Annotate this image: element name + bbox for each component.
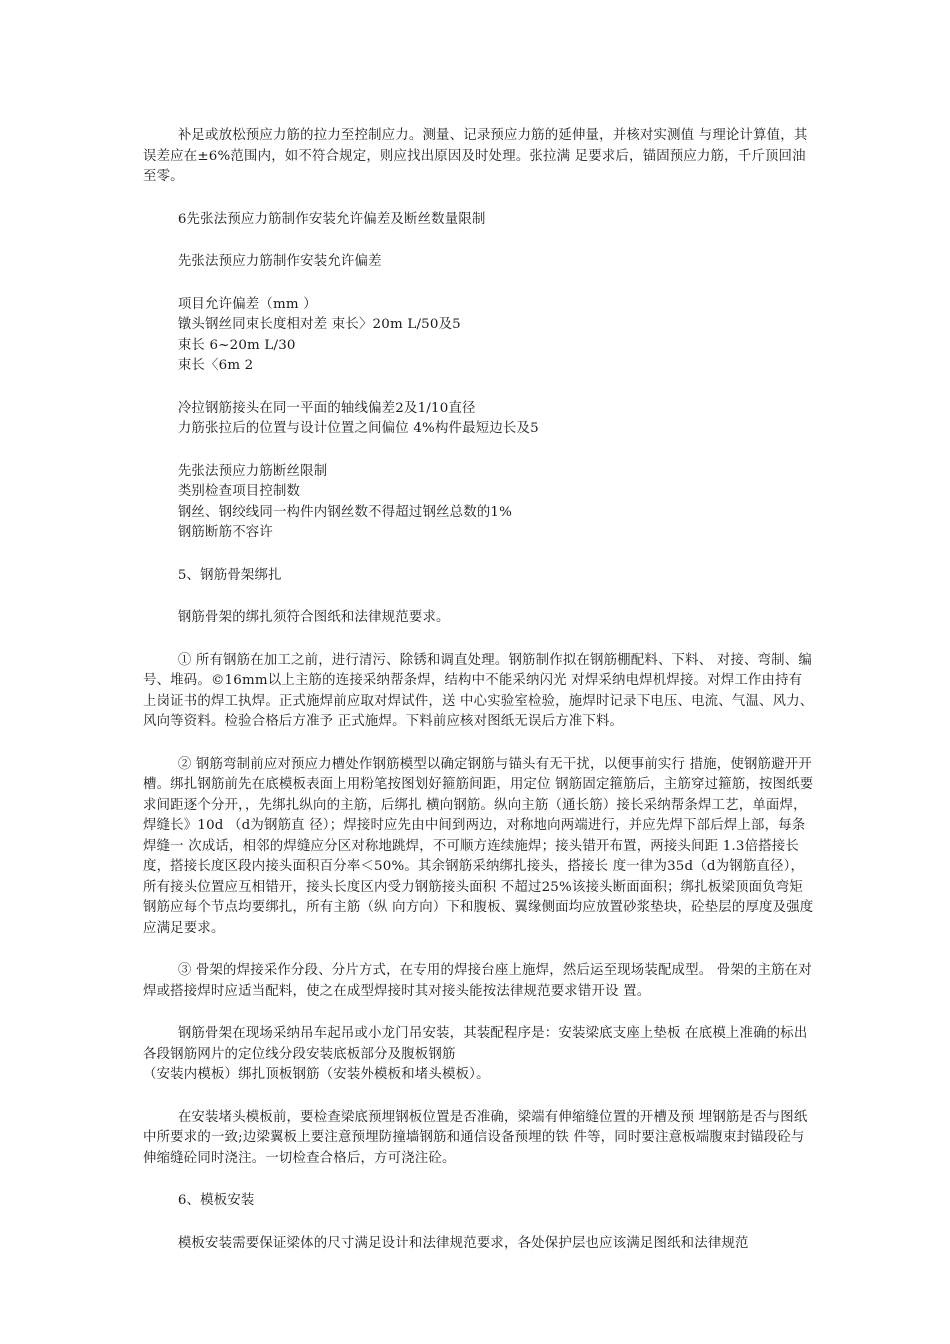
paragraph-rebar-2: ② 钢筋弯制前应对预应力槽处作钢筋模型以确定钢筋与锚头有无干扰，以便事前实行 措施，使钢筋避开开槽。绑扎钢筋前先在底模板表面上用粉笔按图划好箍筋间距，用定位 钢筋固定箍筋后，主筋穿过箍筋，按图纸要求间距逐个分开，，先绑扎纵向的主筋，后绑扎 横向钢筋。纵向主筋（通长筋）接长采纳帮条焊工艺，单面焊，焊缝长》10d （d为钢筋直 径）；焊接时应先由中间到两边，对称地向两端进行，并应先焊下部后焊上部，每条焊缝一 次成话，相邻的焊缝应分区对称地跳焊，不可顺方连续施焊；接头错开布置，两接头间距 1.3倍搭接长度，搭接长度区段内接头面积百分率＜50%。其余钢筋采纳绑扎接头，搭接长 度一律为35d（d为钢筋直径），所有接头位置应互相错开，接头长度区内受力钢筋接头面积 不超过25%该接头断面面积；绑扎板梁顶面负弯矩钢筋应每个节点均要绑扎，所有主筋（纵 向方向）下和腹板、翼缘侧面均应放置砂浆垫块，砼垫层的厚度及强度应满足要求。 bbox=[143, 756, 814, 936]
table-line: 钢筋断筋不容许 bbox=[177, 525, 273, 540]
table-line: 束长〈6m 2 bbox=[177, 358, 254, 373]
table-line: 镦头钢丝同束长度相对差 束长〉20m L/50及5 bbox=[177, 317, 461, 332]
paragraph-rebar-3: ③ 骨架的焊接采作分段、分片方式，在专用的焊接台座上施焊，然后运至现场装配成型。 骨架的主筋在对焊或搭接焊时应适当配料，使之在成型焊接时其对接头能按法律规范要求错开设 置。 bbox=[143, 963, 812, 999]
wire-break-table bbox=[143, 462, 815, 544]
paragraph-tension-control: 补足或放松预应力筋的拉力至控制应力。测量、记录预应力筋的延伸量，并核对实测值 与理论计算值，其误差应在±6%范围内，如不符合规定，则应找出原因及时处理。张拉满 足要求后，锚固预应力筋，千斤顶回油至零。 bbox=[143, 128, 808, 184]
section-heading-5-rebar: 5、钢筋骨架绑扎 bbox=[177, 567, 282, 583]
paragraph-rebar-5: 在安装堵头模板前，要检查梁底预埋钢板位置是否准确，梁端有伸缩缝位置的开槽及预 埋钢筋是否与图纸中所要求的一致;边梁翼板上要注意预埋防撞墙钢筋和通信设备预埋的铁 件等，同时要注意板端腹束封锚段砼与伸缩缝砼同时浇注。一切检查合格后，方可浇注砼。 bbox=[143, 1109, 808, 1166]
paragraph-rebar-4-main: 钢筋骨架在现场采纳吊车起吊或小龙门吊安装，其装配程序是：安装梁底支座上垫板 在底模上准确的标出各段钢筋网片的定位线分段安装底板部分及腹板钢筋 bbox=[143, 1026, 808, 1062]
paragraph-rebar-intro: 钢筋骨架的绑扎须符合图纸和法律规范要求。 bbox=[177, 610, 450, 625]
paragraph-formwork-1: 模板安装需要保证梁体的尺寸满足设计和法律规范要求，各处保护层也应该满足图纸和法律规范 bbox=[177, 1235, 749, 1251]
document-page bbox=[143, 126, 815, 1254]
table-line: 力筋张拉后的位置与设计位置之间偏位 4%构件最短边长及5 bbox=[177, 421, 539, 436]
paragraph-rebar-4 bbox=[143, 1024, 815, 1086]
table-line: 钢丝、钢绞线同一构件内钢丝数不得超过钢丝总数的1% bbox=[177, 504, 513, 520]
table-line: 束长 6~20m L/30 bbox=[177, 337, 296, 353]
table-line: 冷拉钢筋接头在同一平面的轴线偏差2及1/10直径 bbox=[177, 400, 476, 416]
section-heading-6-tolerance: 6先张法预应力筋制作安装允许偏差及断丝数量限制 bbox=[177, 211, 486, 227]
tolerance-table-2 bbox=[143, 399, 815, 440]
tolerance-table-1 bbox=[143, 295, 815, 377]
table-line: 先张法预应力筋断丝限制 bbox=[177, 463, 328, 479]
table-title-tolerance: 先张法预应力筋制作安装允许偏差 bbox=[177, 254, 382, 269]
paragraph-rebar-1: ① 所有钢筋在加工之前，进行清污、除锈和调直处理。钢筋制作拟在钢筋棚配料、下料、 对接、弯制、编 号、堆码。©16mm以上主筋的连接采纳帮条焊，结构中不能采纳闪光 对焊采纳电焊机焊接。对焊工作由持有上岗证书的焊工执焊。正式施焊前应取对焊试件，送 中心实验室检验，施焊时记录下电压、电流、气温、风力、风向等资料。检验合格后方准予 正式施焊。下料前应核对图纸无误后方准下料。 bbox=[143, 652, 817, 729]
table-line: 类别检查项目控制数 bbox=[177, 484, 301, 499]
section-heading-6-formwork: 6、模板安装 bbox=[177, 1193, 255, 1208]
table-line: 项目允许偏差（mm ） bbox=[177, 296, 317, 312]
paragraph-rebar-4-cont: （安装内模板）绑扎顶板钢筋（安装外模板和堵头模板）。 bbox=[143, 1067, 490, 1082]
